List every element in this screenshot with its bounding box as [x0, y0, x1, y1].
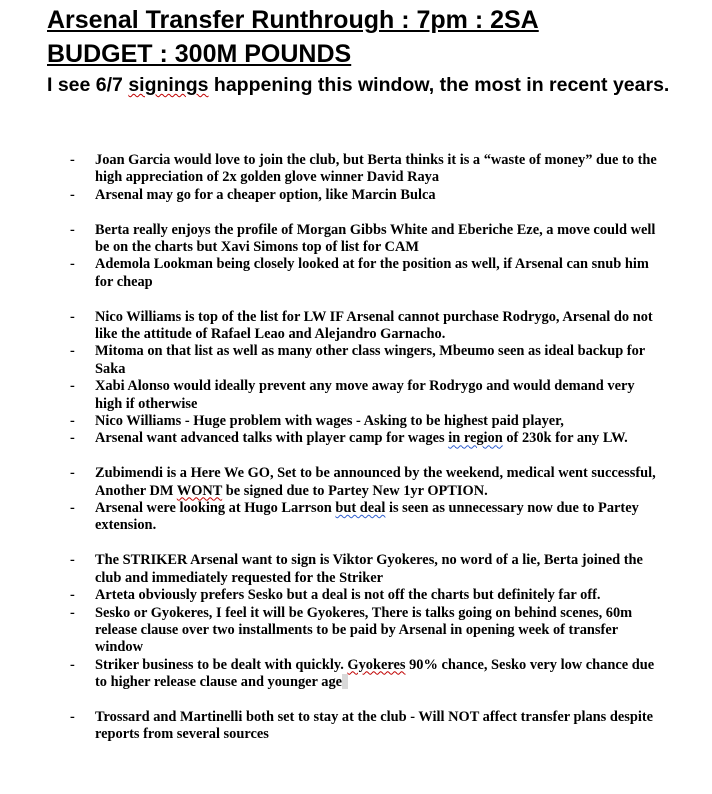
list-item	[0, 413, 712, 430]
list-item	[0, 222, 712, 257]
list-item-text: Joan Garcia would love to join the club, but Berta thinks it is a “waste of money” due to the high appreciation of 2x golden glove winner David Raya	[95, 152, 657, 186]
dash-bullet: -	[70, 604, 75, 621]
intro-paragraph: I see 6/7 signings happening this window, the most in recent years.	[47, 74, 670, 96]
grammar-check-phrase: but deal	[335, 500, 386, 517]
list-item-text: Berta really enjoys the profile of Morgan Gibbs White and Eberiche Eze, a move could well be on the charts but Xavi Simons top of list for CAM	[95, 221, 656, 256]
dash-bullet: -	[70, 500, 75, 517]
dash-bullet: -	[70, 378, 75, 395]
dash-bullet: -	[70, 465, 75, 482]
list-item	[0, 430, 712, 447]
list-item	[0, 343, 712, 378]
dash-bullet: -	[70, 221, 75, 238]
list-item-text: The STRIKER Arsenal want to sign is Viktor Gyokeres, no word of a lie, Berta joined the club and immediately requested for the Striker	[95, 552, 643, 586]
list-item	[0, 709, 712, 744]
list-item	[0, 500, 712, 535]
dash-bullet: -	[70, 152, 75, 168]
text-cursor[interactable]	[342, 674, 348, 689]
list-item	[0, 552, 712, 587]
list-item-text: Arsenal may go for a cheaper option, like Marcin Bulca	[95, 186, 436, 203]
list-item-text: Nico Williams is top of the list for LW IF Arsenal cannot purchase Rodrygo, Arsenal do not like the attitude of Rafael Leao and Alejandro Garnacho.	[95, 308, 653, 343]
list-item	[0, 187, 712, 204]
dash-bullet: -	[70, 256, 75, 273]
list-item-text: Striker business to be dealt with quickly. Gyokeres 90% chance, Sesko very low chance due to higher release clause and younger age	[95, 656, 655, 691]
list-item-text: Arteta obviously prefers Sesko but a deal is not off the charts but definitely far off.	[95, 587, 601, 604]
dash-bullet: -	[70, 308, 75, 325]
dash-bullet: -	[70, 430, 75, 447]
grammar-check-phrase: in region	[448, 430, 503, 447]
list-item	[0, 587, 712, 604]
spellcheck-word: Gyokeres	[347, 656, 406, 673]
list-item	[0, 605, 712, 657]
list-item-text: Zubimendi is a Here We GO, Set to be announced by the weekend, medical went successful, Another DM WONT be signed due to Partey New 1yr OPTION.	[95, 465, 656, 499]
spellcheck-word: WONT	[176, 482, 223, 499]
dash-bullet: -	[70, 552, 75, 569]
document-title: Arsenal Transfer Runthrough : 7pm : 2SA	[47, 6, 539, 34]
list-item	[0, 256, 712, 291]
dash-bullet: -	[70, 343, 75, 360]
budget-heading: BUDGET : 300M POUNDS	[47, 40, 352, 68]
list-item-text: Mitoma on that list as well as many other class wingers, Mbeumo seen as ideal backup for Saka	[95, 343, 645, 377]
list-item	[0, 152, 712, 187]
dash-bullet: -	[70, 587, 75, 604]
dash-bullet: -	[70, 656, 75, 673]
list-item	[0, 657, 712, 692]
list-item-text: Ademola Lookman being closely looked at for the position as well, if Arsenal can snub him for cheap	[95, 256, 649, 290]
list-item-text: Arsenal were looking at Hugo Larrson but deal is seen as unnecessary now due to Partey extension.	[95, 500, 639, 534]
list-item-text: Sesko or Gyokeres, I feel it will be Gyokeres, There is talks going on behind scenes, 60m release clause over two installments to be paid by Arsenal in opening week of transfer window	[95, 604, 633, 656]
list-item	[0, 378, 712, 413]
list-item-text: Nico Williams - Huge problem with wages - Asking to be highest paid player,	[95, 413, 564, 430]
list-item-text: Trossard and Martinelli both set to stay at the club - Will NOT affect transfer plans despite reports from several sources	[95, 708, 654, 743]
dash-bullet: -	[70, 186, 75, 203]
list-item-text: Xabi Alonso would ideally prevent any move away for Rodrygo and would demand very high if otherwise	[95, 378, 635, 412]
list-item	[0, 465, 712, 500]
spellcheck-word: signings	[128, 74, 209, 96]
transfer-news-list	[0, 152, 712, 744]
dash-bullet: -	[70, 413, 75, 430]
list-item	[0, 309, 712, 344]
dash-bullet: -	[70, 708, 75, 725]
list-item-text: Arsenal want advanced talks with player camp for wages in region of 230k for any LW.	[95, 430, 628, 447]
